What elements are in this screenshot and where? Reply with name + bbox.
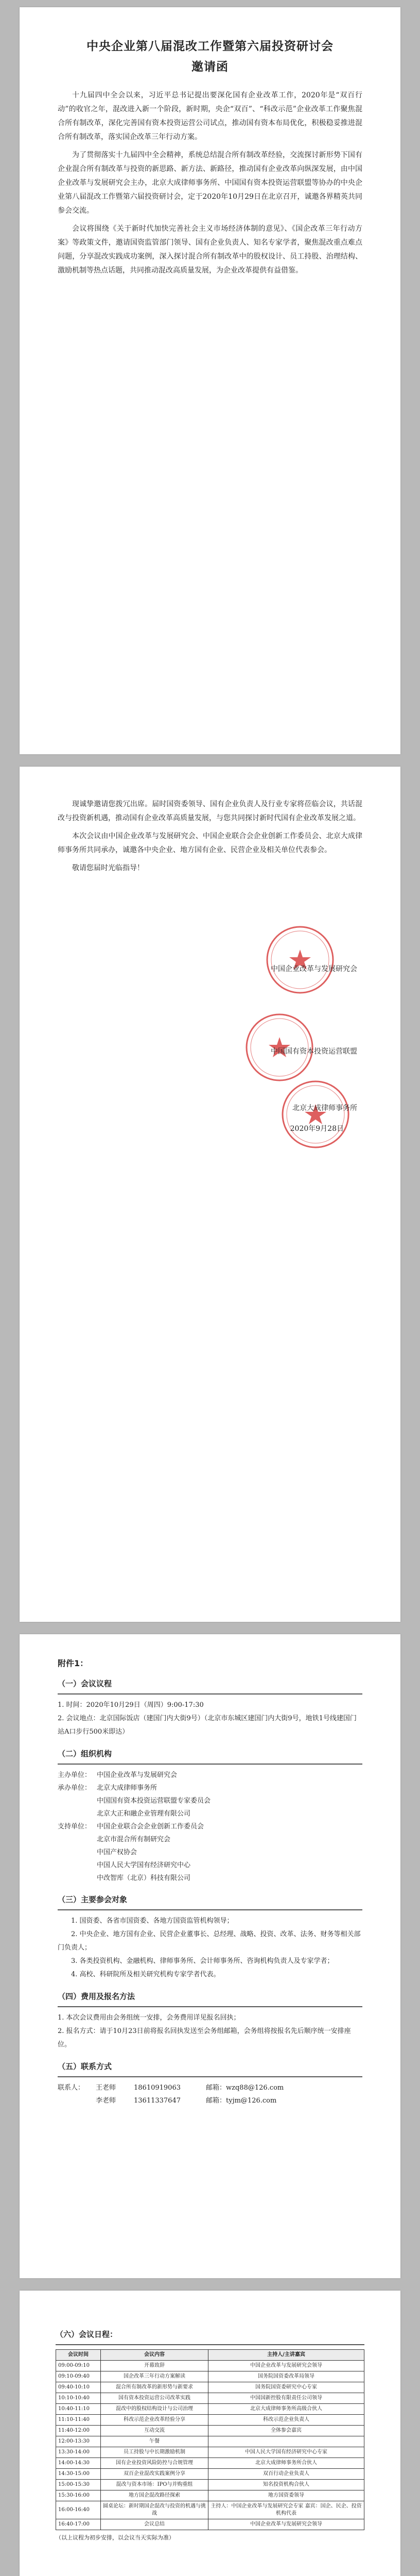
letter-paragraph: 敬请您届时光临指导！ xyxy=(72,864,144,872)
agenda-row xyxy=(56,2361,364,2371)
agenda-row xyxy=(56,2382,364,2393)
section-line: 2. 报名方式：请于10月23日前将报名回执发送至会务组邮箱，会务组将按报名先后顺序统一安排座位。 xyxy=(58,2027,351,2048)
page-invitation-signature xyxy=(20,767,400,1622)
page-agenda xyxy=(20,2291,400,2576)
agenda-time-cell: 09:10-09:40 xyxy=(56,2371,101,2382)
contact-row xyxy=(58,2081,362,2094)
agenda-topic-cell: 地方国企混改路径探索 xyxy=(101,2490,208,2501)
letter-title: 中央企业第八届混改工作暨第六届投资研讨会 xyxy=(86,40,334,53)
contact-phone: 18610919063 xyxy=(134,2084,181,2092)
agenda-time-cell: 10:10-10:40 xyxy=(56,2393,101,2404)
section-rule xyxy=(56,2344,364,2345)
section-line: 1. 国资委、各省市国资委、各地方国资监管机构领导； xyxy=(71,1917,234,1925)
agenda-speaker-cell: 中国国新控股有限责任公司领导 xyxy=(208,2393,364,2404)
agenda-col-speaker: 主持人/主讲嘉宾 xyxy=(208,2350,364,2361)
letter-paragraph: 本次会议由中国企业改革与发展研究会、中国企业联合会企业创新工作委员会、北京大成律师事务所共同承办，诚邀各中央企业、地方国有企业、民营企业及相关单位代表参会。 xyxy=(58,832,362,854)
agenda-table xyxy=(56,2349,364,2530)
agenda-row xyxy=(56,2415,364,2426)
org-name: 北京大成律师事务所 xyxy=(97,1784,157,1792)
agenda-time-cell: 15:00-15:30 xyxy=(56,2480,101,2490)
org-line xyxy=(58,1782,362,1794)
org-name: 中国企业改革与发展研究会 xyxy=(97,1771,178,1779)
agenda-body xyxy=(56,2319,364,2541)
section-heading: （五）联系方式 xyxy=(58,2062,112,2071)
agenda-speaker-cell: 科改示范企业负责人 xyxy=(208,2415,364,2426)
agenda-speaker-cell: 双百行动企业负责人 xyxy=(208,2469,364,2480)
agenda-speaker-cell: 国务院国资委研究中心专家 xyxy=(208,2382,364,2393)
agenda-row xyxy=(56,2426,364,2436)
agenda-row xyxy=(56,2469,364,2480)
agenda-heading: （六）会议日程： xyxy=(56,2330,118,2339)
section-heading: （一）会议议程 xyxy=(58,1679,112,1688)
page-invitation-letter xyxy=(20,7,400,754)
agenda-row xyxy=(56,2447,364,2458)
agenda-row xyxy=(56,2480,364,2490)
org-label: 主办单位： xyxy=(58,1771,92,1779)
agenda-row xyxy=(56,2519,364,2530)
agenda-speaker-cell: 北京大成律师事务所高级合伙人 xyxy=(208,2404,364,2415)
attachment-1-body xyxy=(58,1657,362,2107)
signature-org-3: 北京大成律师事务所 xyxy=(292,1104,357,1112)
seal-stamp-1 xyxy=(261,921,339,998)
agenda-time-cell: 09:40-10:10 xyxy=(56,2382,101,2393)
signature-org-1: 中国企业改革与发展研究会 xyxy=(271,965,357,973)
contact-email: 邮箱：tyjm@126.com xyxy=(206,2097,277,2105)
agenda-time-cell: 16:00-16:40 xyxy=(56,2501,101,2519)
contact-name: 李老师 xyxy=(96,2097,116,2105)
agenda-rows xyxy=(56,2361,364,2530)
agenda-topic-cell: 会议总结 xyxy=(101,2519,208,2530)
agenda-row xyxy=(56,2501,364,2519)
agenda-topic-cell: 午餐 xyxy=(101,2436,208,2447)
agenda-topic-cell: 国企改革三年行动方案解读 xyxy=(101,2371,208,2382)
agenda-speaker-cell: 中国企业改革与发展研究会领导 xyxy=(208,2361,364,2371)
contact-role: 联系人： xyxy=(58,2084,85,2092)
section-line: 1. 本次会议费用由会务组统一安排，会务费用详见报名回执； xyxy=(58,2014,240,2022)
letter-body xyxy=(58,36,362,282)
agenda-topic-cell: 混改中的股权结构设计与公司治理 xyxy=(101,2404,208,2415)
agenda-row xyxy=(56,2371,364,2382)
section-rule xyxy=(58,1909,362,1910)
agenda-header-row xyxy=(56,2350,364,2361)
agenda-topic-cell: 混合所有制改革的新形势与新要求 xyxy=(101,2382,208,2393)
agenda-time-cell: 12:00-13:30 xyxy=(56,2436,101,2447)
agenda-topic-cell: 科改示范企业改革经验分享 xyxy=(101,2415,208,2426)
agenda-topic-cell: 混改与资本市场：IPO与并购重组 xyxy=(101,2480,208,2490)
page-attachment-1 xyxy=(20,1634,400,2278)
attachment-1-title: 附件1： xyxy=(58,1658,89,1668)
agenda-speaker-cell xyxy=(208,2436,364,2447)
org-label: 支持单位： xyxy=(58,1823,92,1831)
section-rule xyxy=(58,2006,362,2007)
agenda-row xyxy=(56,2458,364,2469)
org-name: 中国产权协会 xyxy=(97,1849,137,1856)
section-rule xyxy=(58,1693,362,1694)
agenda-speaker-cell: 北京大成律师事务所合伙人 xyxy=(208,2458,364,2469)
agenda-speaker-cell: 知名投资机构合伙人 xyxy=(208,2480,364,2490)
contact-name: 王老师 xyxy=(96,2084,116,2092)
agenda-topic-cell: 员工持股与中长期激励机制 xyxy=(101,2447,208,2458)
agenda-topic-cell: 圆桌论坛：新时期国企混改与投资的机遇与挑战 xyxy=(101,2501,208,2519)
agenda-speaker-cell: 国务院国资委改革局领导 xyxy=(208,2371,364,2382)
org-name: 中改智库（北京）科技有限公司 xyxy=(97,1874,191,1882)
agenda-topic-cell: 国有资本投资运营公司改革实践 xyxy=(101,2393,208,2404)
agenda-time-cell: 11:10-11:40 xyxy=(56,2415,101,2426)
letter-date: 2020年9月28日 xyxy=(290,1125,344,1133)
agenda-speaker-cell: 主持人：中国企业改革与发展研究会专家 嘉宾：国企、民企、投资机构代表 xyxy=(208,2501,364,2519)
contact-row xyxy=(58,2094,362,2107)
letter-paragraph: 现诚挚邀请您拨冗出席。届时国资委领导、国有企业负责人及行业专家将莅临会议，共话混改与投资新机遇，推动国有企业改革高质量发展，与您共同探讨新时代国有企业改革发展之道。 xyxy=(58,800,362,822)
agenda-time-cell: 14:30-15:00 xyxy=(56,2469,101,2480)
letter-paragraph: 十九届四中全会以来，习近平总书记提出要深化国有企业改革工作，2020年是“双百行动”的收官之年，混改进入新一个阶段，新时期，央企“双百”、“科改示范”企业改革工作聚焦混合所有制改革，深化完善国有资本投资运营公司试点，推动国有资本布局优化，积极稳妥推进混合所有制改革，落实国企改革三年行动方案。 xyxy=(58,91,362,141)
section-heading: （四）费用及报名方法 xyxy=(58,1992,135,2001)
agenda-row xyxy=(56,2436,364,2447)
org-name: 北京大正和融企业管理有限公司 xyxy=(97,1810,191,1818)
agenda-speaker-cell: 全体参会嘉宾 xyxy=(208,2426,364,2436)
agenda-row xyxy=(56,2393,364,2404)
agenda-topic-cell: 开幕致辞 xyxy=(101,2361,208,2371)
section-heading: （三）主要参会对象 xyxy=(58,1895,128,1904)
agenda-time-cell: 10:40-11:10 xyxy=(56,2404,101,2415)
letter-subtitle: 邀请函 xyxy=(191,60,229,74)
agenda-col-time: 会议时间 xyxy=(56,2350,101,2361)
section-line: 2. 中央企业、地方国有企业、民营企业董事长、总经理、战略、投资、改革、法务、财务等相关部门负责人； xyxy=(58,1930,361,1952)
agenda-row xyxy=(56,2490,364,2501)
org-name: 中国企业联合会企业创新工作委员会 xyxy=(97,1823,204,1831)
agenda-topic-cell: 国有企业投资风险防控与合规管理 xyxy=(101,2458,208,2469)
agenda-time-cell: 14:00-14:30 xyxy=(56,2458,101,2469)
agenda-speaker-cell: 中国人民大学国有经济研究中心专家 xyxy=(208,2447,364,2458)
section-line: 4. 高校、科研院所及相关研究机构专家学者代表。 xyxy=(71,1971,220,1978)
org-line xyxy=(58,1769,362,1782)
section-rule xyxy=(58,2076,362,2077)
agenda-speaker-cell: 中国企业改革与发展研究会领导 xyxy=(208,2519,364,2530)
signature-org-2: 中国国有资本投资运营联盟 xyxy=(271,1047,357,1056)
contact-phone: 13611337647 xyxy=(134,2097,181,2105)
agenda-time-cell: 11:40-12:00 xyxy=(56,2426,101,2436)
section-heading: （二）组织机构 xyxy=(58,1749,112,1758)
org-name: 中国人民大学国有经济研究中心 xyxy=(97,1861,191,1869)
section-line: 2. 会议地点：北京国际饭店（建国门内大街9号）（北京市东城区建国门内大街9号，地铁1号线建国门站A口步行500米即达） xyxy=(58,1715,357,1736)
letter-body-cont xyxy=(58,798,362,879)
section-rule xyxy=(58,1764,362,1765)
agenda-speaker-cell: 地方国资委领导 xyxy=(208,2490,364,2501)
letter-paragraph: 为了贯彻落实十九届四中全会精神，系统总结混合所有制改革经验，交流探讨新形势下国有企业混合所有制改革与投资的新思路、新方法、新路径，推动国有企业改革向纵深发展，由中国企业改革与发展研究会主办，北京大成律师事务所、中国国有资本投资运营联盟等协办的中央企业第八届混改工作暨第六届投资研讨会，定于2020年10月29日在北京召开，诚邀各界精英共同参会交流。 xyxy=(58,151,362,215)
agenda-time-cell: 13:30-14:00 xyxy=(56,2447,101,2458)
agenda-topic-cell: 双百企业混改实践案例分享 xyxy=(101,2469,208,2480)
agenda-note: （以上议程为初步安排，以会议当天实际为准） xyxy=(56,2534,174,2541)
agenda-time-cell: 15:30-16:00 xyxy=(56,2490,101,2501)
org-label: 承办单位： xyxy=(58,1784,92,1792)
contact-email: 邮箱：wzq88@126.com xyxy=(206,2084,284,2092)
org-name: 中国国有资本投资运营联盟专家委员会 xyxy=(97,1797,211,1805)
agenda-time-cell: 09:00-09:10 xyxy=(56,2361,101,2371)
agenda-row xyxy=(56,2404,364,2415)
section-line: 1. 时间：2020年10月29日（周四）9:00-17:30 xyxy=(58,1701,204,1709)
section-line: 3. 各类投资机构、金融机构、律师事务所、会计师事务所、咨询机构负责人及专家学者； xyxy=(71,1957,334,1965)
org-name: 北京市混合所有制研究会 xyxy=(97,1836,171,1843)
agenda-col-topic: 会议内容 xyxy=(101,2350,208,2361)
letter-paragraph: 会议将围绕《关于新时代加快完善社会主义市场经济体制的意见》、《国企改革三年行动方案》等政策文件，邀请国资监管部门领导、国有企业负责人、知名专家学者，聚焦混改重点难点问题，分享混改实践成功案例，深入探讨混合所有制改革中的股权设计、员工持股、治理结构、激励机制等热点话题，共同推动混改高质量发展，为企业改革提供有益借鉴。 xyxy=(58,225,362,275)
agenda-time-cell: 16:40-17:00 xyxy=(56,2519,101,2530)
org-line xyxy=(58,1820,362,1833)
agenda-topic-cell: 互动交流 xyxy=(101,2426,208,2436)
